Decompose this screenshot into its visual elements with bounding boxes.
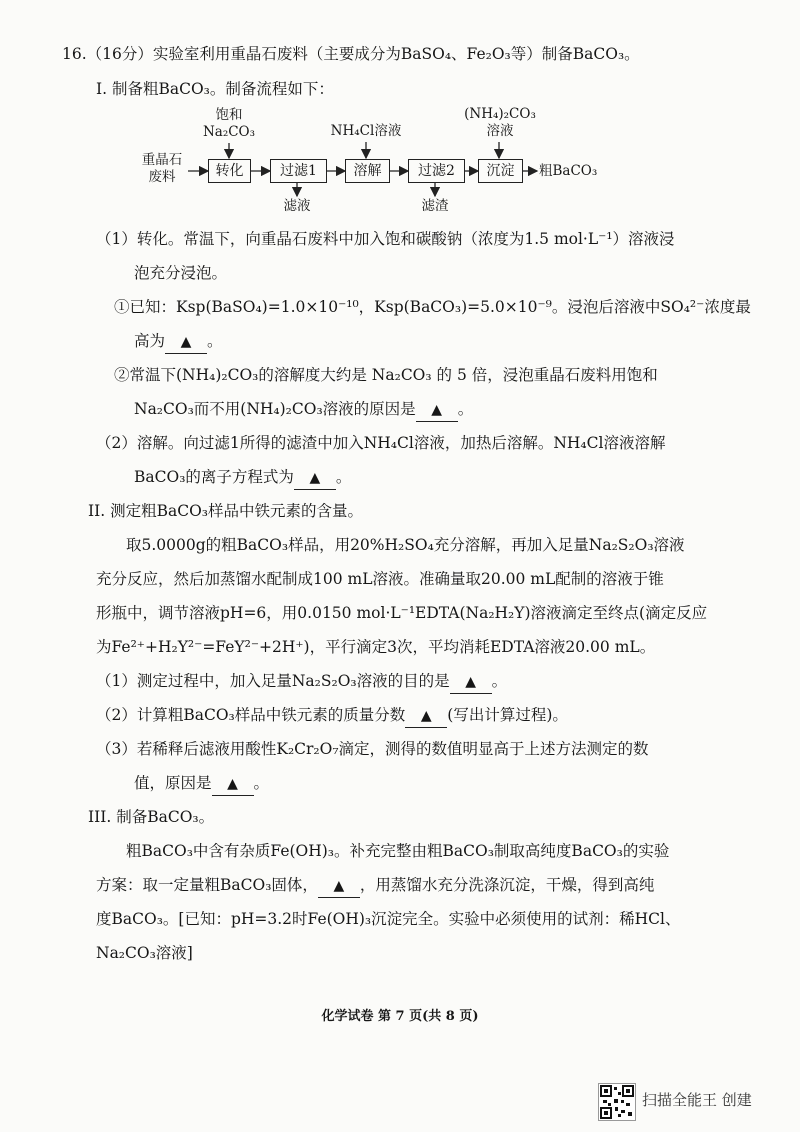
flow-product: 粗BaCO₃ — [539, 163, 598, 179]
part2-title: II. 测定粗BaCO₃样品中铁元素的含量。 — [88, 502, 364, 520]
part3-line2: 方案：取一定量粗BaCO₃固体， ▲ ，用蒸馏水充分洗涤沉淀，干燥，得到高纯 — [96, 874, 654, 898]
answer-blank[interactable]: ▲ — [294, 467, 336, 490]
part2-para-line2: 充分反应，然后加蒸馏水配制成100 mL溶液。准确量取20.00 mL配制的溶液于锥 — [96, 570, 664, 588]
qr-code-icon — [598, 1083, 636, 1121]
question-header: 16.（16分）实验室利用重晶石废料（主要成分为BaSO₄、Fe₂O₃等）制备BaCO₃。 — [62, 45, 640, 63]
output-residue: 滤渣 — [421, 198, 449, 214]
q1-line-b: 泡充分浸泡。 — [134, 264, 228, 282]
flow-start: 重晶石 废料 — [141, 152, 183, 185]
answer-blank[interactable]: ▲ — [416, 399, 458, 422]
part2-q1: （1）测定过程中，加入足量Na₂S₂O₃溶液的目的是 ▲ 。 — [96, 670, 507, 694]
reagent-na2co3: 饱和 Na₂CO₃ — [202, 107, 256, 140]
part2-q2: （2）计算粗BaCO₃样品中铁元素的质量分数 ▲ (写出计算过程)。 — [96, 704, 568, 728]
part2-q3-line-b: 值，原因是 ▲ 。 — [134, 772, 269, 796]
flow-step-dissolve: 溶解 — [345, 159, 390, 183]
answer-blank[interactable]: ▲ — [405, 705, 447, 728]
flow-step-precipitate: 沉淀 — [478, 159, 523, 183]
flow-step-filter1: 过滤1 — [270, 159, 327, 183]
reagent-nh4-2co3: (NH₄)₂CO₃ 溶液 — [464, 106, 536, 139]
part3-line1: 粗BaCO₃中含有杂质Fe(OH)₃。补充完整由粗BaCO₃制取高纯度BaCO₃的实验 — [126, 842, 670, 860]
q1-1-line-a: ①已知：Ksp(BaSO₄)=1.0×10⁻¹⁰，Ksp(BaCO₃)=5.0×10⁻⁹。浸泡后溶液中SO₄²⁻浓度最 — [114, 298, 751, 316]
flow-step-filter2: 过滤2 — [408, 159, 465, 183]
answer-blank[interactable]: ▲ — [212, 773, 254, 796]
q1-2-line-b: Na₂CO₃而不用(NH₄)₂CO₃溶液的原因是 ▲ 。 — [134, 398, 473, 422]
part3-title: III. 制备BaCO₃。 — [88, 808, 215, 826]
answer-blank[interactable]: ▲ — [450, 671, 492, 694]
part2-para-line4: 为Fe²⁺+H₂Y²⁻=FeY²⁻+2H⁺)，平行滴定3次，平均消耗EDTA溶液20.00 mL。 — [96, 638, 656, 656]
part1-title: I. 制备粗BaCO₃。制备流程如下： — [96, 80, 334, 98]
output-filtrate: 滤液 — [283, 198, 311, 214]
q2-line-a: （2）溶解。向过滤1所得的滤渣中加入NH₄Cl溶液，加热后溶解。NH₄Cl溶液溶解 — [96, 434, 666, 452]
part2-q3-line-a: （3）若稀释后滤液用酸性K₂Cr₂O₇滴定，测得的数值明显高于上述方法测定的数 — [96, 740, 649, 758]
q2-line-b: BaCO₃的离子方程式为 ▲ 。 — [134, 466, 351, 490]
part2-para-line3: 形瓶中，调节溶液pH=6，用0.0150 mol·L⁻¹EDTA(Na₂H₂Y)溶液滴定至终点(滴定反应 — [96, 604, 708, 622]
flow-step-transform: 转化 — [208, 159, 251, 183]
q1-line-a: （1）转化。常温下，向重晶石废料中加入饱和碳酸钠（浓度为1.5 mol·L⁻¹）溶液浸 — [96, 230, 675, 248]
reagent-nh4cl: NH₄Cl溶液 — [330, 123, 402, 139]
part3-line3: 度BaCO₃。[已知：pH=3.2时Fe(OH)₃沉淀完全。实验中必须使用的试剂：稀HCl、 — [96, 910, 681, 928]
q1-2-line-a: ②常温下(NH₄)₂CO₃的溶解度大约是 Na₂CO₃ 的 5 倍，浸泡重晶石废料用饱和 — [114, 366, 658, 384]
flow-arrows — [0, 0, 800, 230]
answer-blank[interactable]: ▲ — [165, 331, 207, 354]
page-footer: 化学试卷 第 7 页(共 8 页) — [321, 1009, 479, 1024]
part3-line4: Na₂CO₃溶液] — [96, 944, 193, 962]
answer-blank[interactable]: ▲ — [318, 875, 360, 898]
q1-1-line-b: 高为 ▲ 。 — [134, 330, 223, 354]
part2-para-line1: 取5.0000g的粗BaCO₃样品，用20%H₂SO₄充分溶解，再加入足量Na₂S₂O₃溶液 — [126, 536, 685, 554]
scanner-watermark: 扫描全能王 创建 — [642, 1091, 752, 1109]
